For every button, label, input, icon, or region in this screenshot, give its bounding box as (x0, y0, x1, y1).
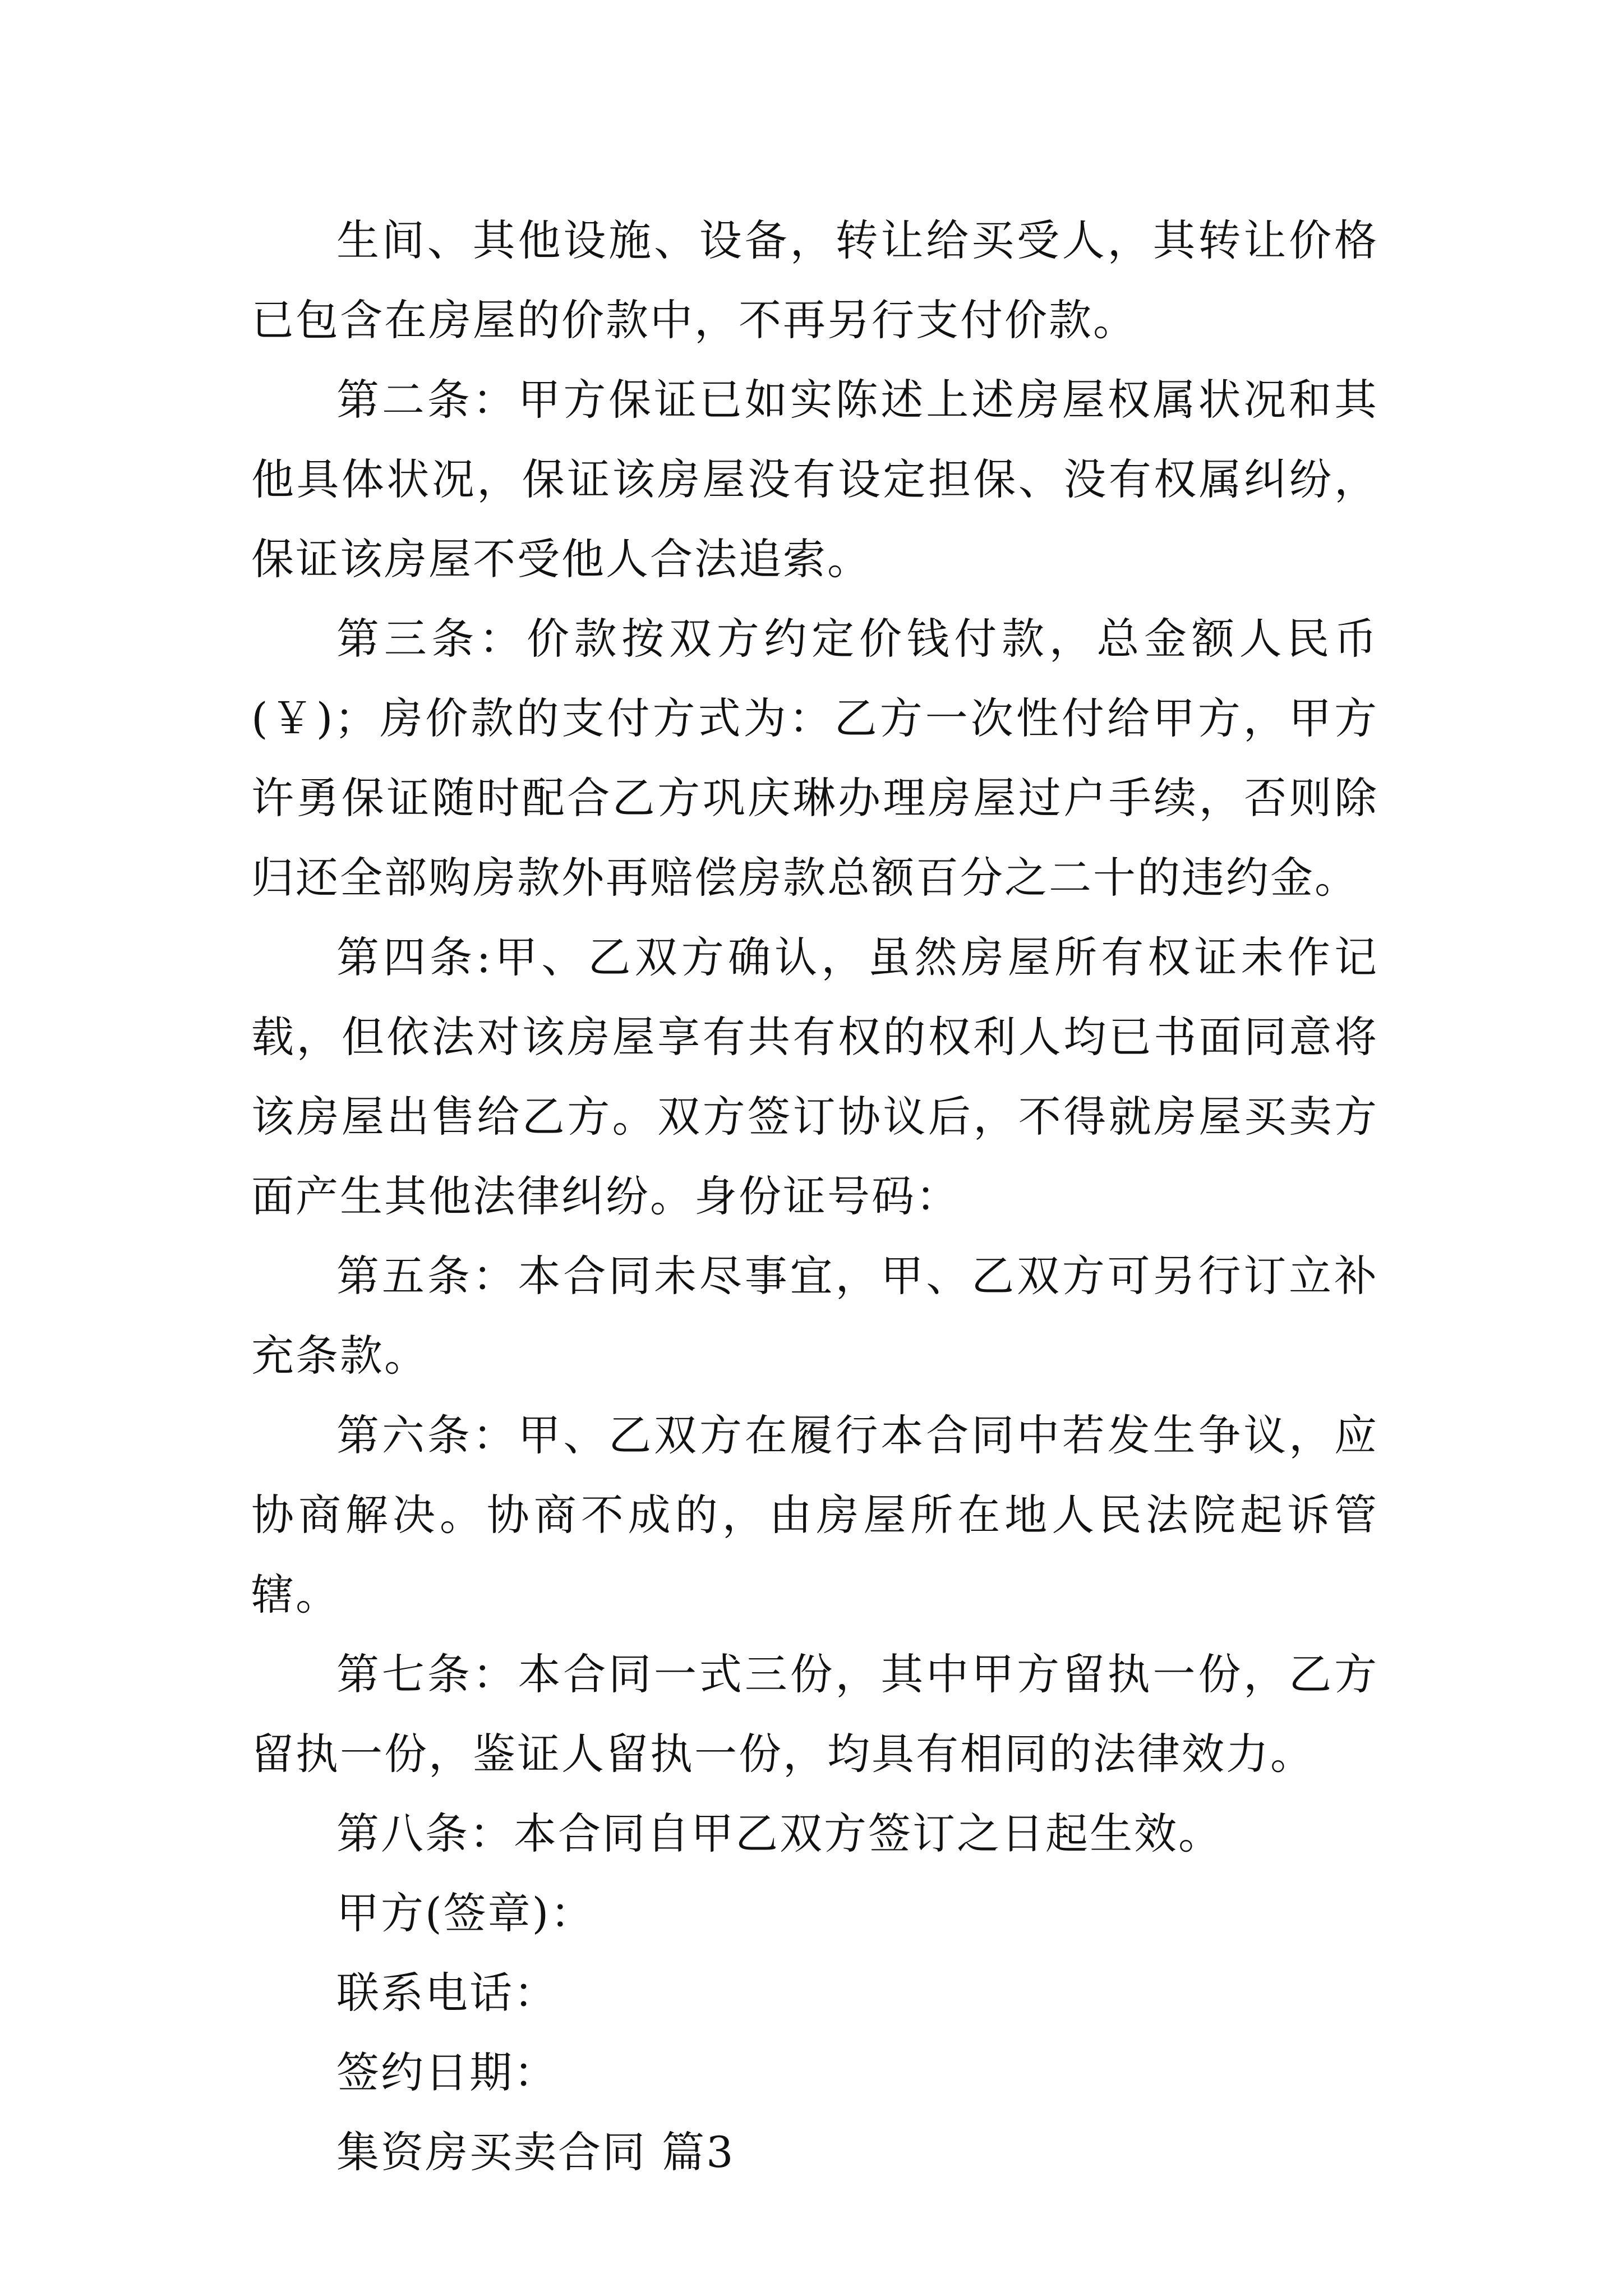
next-section-title: 集资房买卖合同 篇3 (336, 2127, 735, 2177)
clause-7-paragraph: 第七条：本合同一式三份，其中甲方留执一份，乙方留执一份，鉴证人留执一份，均具有相同的法律效力。 (251, 1649, 1378, 1779)
clause-4-paragraph: 第四条:甲、乙双方确认，虽然房屋所有权证未作记载，但依法对该房屋享有共有权的权利人均已书面同意将该房屋出售给乙方。双方签订协议后，不得就房屋买卖方面产生其他法律纠纷。身份证号码： (251, 932, 1378, 1221)
contract-body (251, 201, 1378, 2192)
contact-phone-line: 联系电话： (336, 1968, 558, 2018)
clause-6-paragraph: 第六条：甲、乙双方在履行本合同中若发生争议，应协商解决。协商不成的，由房屋所在地人民法院起诉管辖。 (251, 1410, 1378, 1619)
clause-8-line: 第八条：本合同自甲乙双方签订之日起生效。 (336, 1809, 1223, 1858)
clause-2-paragraph: 第二条：甲方保证已如实陈述上述房屋权属状况和其他具体状况，保证该房屋没有设定担保、没有权属纠纷，保证该房屋不受他人合法追索。 (251, 375, 1378, 584)
signing-date-line: 签约日期： (336, 2047, 558, 2097)
clause-5-paragraph: 第五条：本合同未尽事宜，甲、乙双方可另行订立补充条款。 (251, 1251, 1378, 1381)
clause-continuation-paragraph: 生间、其他设施、设备，转让给买受人，其转让价格已包含在房屋的价款中，不再另行支付价款。 (251, 215, 1378, 345)
clause-3-paragraph: 第三条：价款按双方约定价钱付款，总金额人民币(￥)；房价款的支付方式为：乙方一次性付给甲方，甲方许勇保证随时配合乙方巩庆琳办理房屋过户手续，否则除归还全部购房款外再赔偿房款总额百分之二十的违约金。 (251, 614, 1378, 903)
party-a-signature-line: 甲方(签章)： (336, 1888, 595, 1938)
